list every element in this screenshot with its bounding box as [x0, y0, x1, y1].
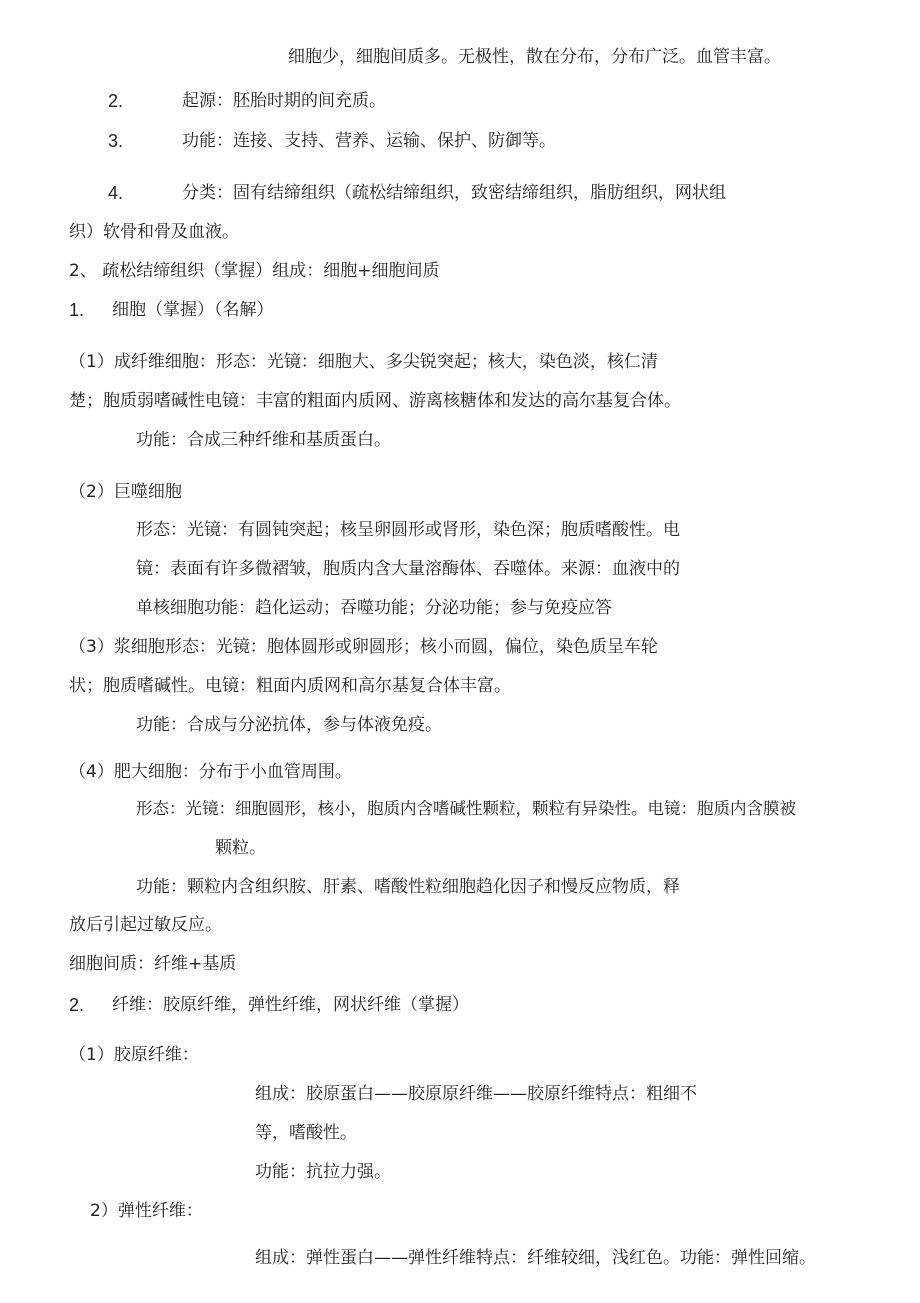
fibroblast-function: 功能：合成三种纤维和基质蛋白。: [136, 430, 391, 450]
item-number-2: 2.: [108, 91, 124, 111]
macrophage-line-3: 单核细胞功能：趋化运动；吞噬功能；分泌功能；参与免疫应答: [136, 598, 612, 618]
mast-cell-line-2: 颗粒。: [215, 838, 266, 858]
collagen-line-2: 等，嗜酸性。: [255, 1123, 357, 1143]
macrophage-line-2: 镜：表面有许多微褶皱，胞质内含大量溶酶体、吞噬体。来源：血液中的: [136, 559, 680, 579]
function-line: 功能：连接、支持、营养、运输、保护、防御等。: [182, 131, 556, 151]
elastic-heading: 2）弹性纤维：: [90, 1201, 203, 1221]
fibroblast-line-2: 楚；胞质弱嗜碱性电镜：丰富的粗面内质网、游离核糖体和发达的高尔基复合体。: [69, 391, 681, 411]
classification-line: 分类：固有结缔组织（疏松结缔组织，致密结缔组织，脂肪组织，网状组: [182, 183, 726, 203]
intercellular-matrix-line: 细胞间质：纤维+基质: [69, 954, 237, 974]
mast-cell-function-2: 放后引起过敏反应。: [69, 915, 222, 935]
origin-line: 起源：胚胎时期的间充质。: [182, 91, 386, 111]
collagen-line-1: 组成：胶原蛋白——胶原原纤维——胶原纤维特点：粗细不: [255, 1084, 697, 1104]
macrophage-heading: （2）巨噬细胞: [69, 482, 182, 502]
cells-number: 1.: [69, 300, 85, 320]
intro-line: 细胞少，细胞间质多。无极性，散在分布，分布广泛。血管丰富。: [288, 47, 781, 67]
fibroblast-line-1: （1）成纤维细胞：形态：光镜：细胞大、多尖锐突起；核大，染色淡，核仁清: [69, 352, 658, 372]
loose-connective-heading: 2、 疏松结缔组织（掌握）组成：细胞+细胞间质: [69, 261, 440, 281]
classification-line-cont: 织）软骨和骨及血液。: [69, 222, 239, 242]
plasma-cell-line-1: （3）浆细胞形态：光镜：胞体圆形或卵圆形；核小而圆，偏位，染色质呈车轮: [69, 637, 658, 657]
mast-cell-line-1: 形态：光镜：细胞圆形，核小，胞质内含嗜碱性颗粒，颗粒有异染性。电镜：胞质内含膜被: [136, 799, 796, 818]
collagen-function: 功能：抗拉力强。: [255, 1162, 391, 1182]
elastic-line-1: 组成：弹性蛋白——弹性纤维特点：纤维较细，浅红色。功能：弹性回缩。: [255, 1248, 816, 1268]
fibers-heading: 纤维：胶原纤维，弹性纤维，网状纤维（掌握）: [112, 995, 469, 1015]
mast-cell-function-1: 功能：颗粒内含组织胺、肝素、嗜酸性粒细胞趋化因子和慢反应物质，释: [136, 877, 680, 897]
mast-cell-heading: （4）肥大细胞：分布于小血管周围。: [69, 762, 352, 782]
fibers-number: 2.: [69, 995, 85, 1015]
macrophage-line-1: 形态：光镜：有圆钝突起；核呈卵圆形或肾形，染色深；胞质嗜酸性。电: [136, 520, 680, 540]
plasma-cell-line-2: 状；胞质嗜碱性。电镜：粗面内质网和高尔基复合体丰富。: [69, 676, 511, 696]
item-number-3: 3.: [108, 131, 124, 151]
collagen-heading: （1）胶原纤维：: [69, 1045, 199, 1065]
item-number-4: 4.: [108, 183, 124, 203]
plasma-cell-function: 功能：合成与分泌抗体，参与体液免疫。: [136, 715, 442, 735]
cells-heading: 细胞（掌握）（名解）: [112, 300, 274, 320]
